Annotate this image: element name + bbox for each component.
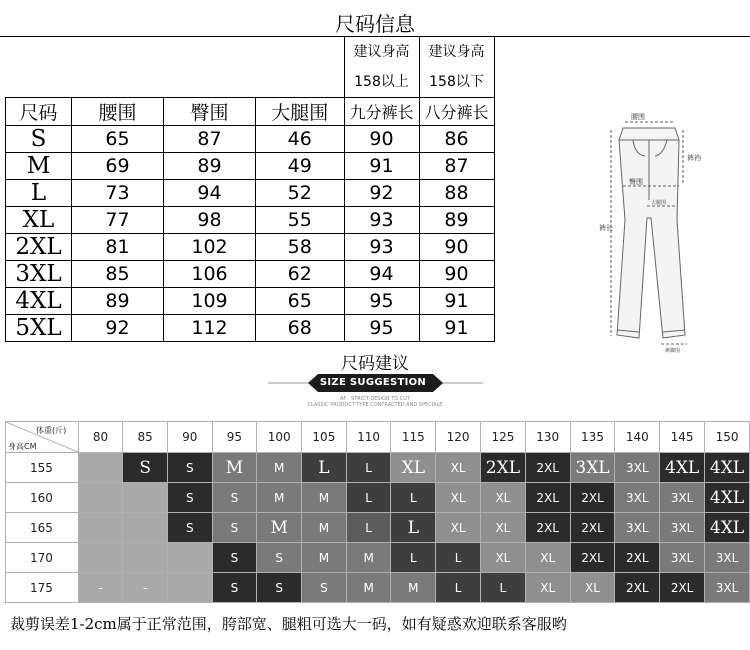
weight-header: 135: [570, 422, 615, 453]
measurement-cell: 46: [256, 126, 345, 153]
grid-corner: [6, 422, 79, 453]
size-suggestion-cell: S: [212, 513, 257, 543]
measurement-cell: 87: [419, 153, 494, 180]
size-suggestion-cell: 2XL: [660, 573, 705, 603]
height-row: [6, 543, 750, 573]
weight-header-row: [6, 422, 750, 453]
measurement-cell: 92: [344, 180, 419, 207]
weight-header: 110: [346, 422, 391, 453]
size-suggestion-cell: -: [123, 573, 168, 603]
label-hem: 裤脚围: [665, 348, 681, 354]
size-suggestion-cell: S: [212, 543, 257, 573]
size-suggestion-cell: 4XL: [705, 483, 750, 513]
footnote: 裁剪误差1-2cm属于正常范围，胯部宽、腿粗可选大一码，如有疑惑欢迎联系客服哟: [10, 615, 567, 633]
size-suggestion-cell: L: [391, 543, 436, 573]
weight-header: 95: [212, 422, 257, 453]
measurement-cell: 68: [256, 315, 345, 342]
size-suggestion-cell: S: [167, 453, 212, 483]
size-suggestion-cell: 3XL: [660, 543, 705, 573]
size-suggestion-cell: 3XL: [705, 543, 750, 573]
size-suggestion-cell: M: [346, 573, 391, 603]
size-suggestion-cell: M: [257, 483, 302, 513]
size-suggestion-cell: XL: [480, 513, 525, 543]
measurement-cell: 90: [344, 126, 419, 153]
height-header-tall: 建议身高: [344, 37, 419, 68]
label-hip: 臀围: [629, 178, 643, 186]
size-suggestion-cell: L: [391, 483, 436, 513]
measurement-cell: 94: [344, 261, 419, 288]
size-label: 3XL: [6, 261, 72, 288]
size-suggestion-cell: M: [257, 513, 302, 543]
col-header-waist: 腰围: [72, 98, 164, 126]
banner-subtitle: AF · STRICT DESIGN TO CUT CLASSIC PRODUCT TYPE CONTRACTED AND SPECIALE: [307, 396, 443, 408]
size-suggestion-cell: 3XL: [660, 513, 705, 543]
size-suggestion-cell: XL: [525, 573, 570, 603]
size-suggestion-cell: M: [212, 453, 257, 483]
size-suggestion-cell: 3XL: [570, 453, 615, 483]
measurement-cell: 89: [164, 153, 256, 180]
height-row: [6, 453, 750, 483]
height-header-row-1: [6, 37, 725, 68]
size-suggestion-cell: 3XL: [660, 483, 705, 513]
measurement-cell: 85: [72, 261, 164, 288]
pants-diagram: [575, 100, 745, 355]
measurement-cell: 81: [72, 234, 164, 261]
size-suggestion-cell: S: [302, 573, 347, 603]
size-suggestion-cell: M: [257, 453, 302, 483]
corner-weight-label: 体重(斤): [36, 426, 67, 435]
suggestion-title: 尺码建议: [341, 354, 409, 374]
size-suggestion-cell: 2XL: [480, 453, 525, 483]
label-waist: 腰围: [631, 113, 645, 121]
size-suggestion-cell: L: [391, 513, 436, 543]
label-length: 裤长: [599, 224, 613, 232]
measurement-cell: 90: [419, 234, 494, 261]
weight-header: 150: [705, 422, 750, 453]
size-suggestion-cell: M: [302, 483, 347, 513]
measurement-cell: 94: [164, 180, 256, 207]
size-suggestion-cell: 2XL: [570, 513, 615, 543]
size-label: 2XL: [6, 234, 72, 261]
size-suggestion-cell: 2XL: [615, 573, 660, 603]
size-suggestion-cell: [78, 483, 123, 513]
size-suggestion-cell: [78, 513, 123, 543]
size-suggestion-cell: XL: [436, 513, 481, 543]
size-suggestion-cell: [123, 483, 168, 513]
measurement-cell: 55: [256, 207, 345, 234]
size-suggestion-cell: M: [346, 543, 391, 573]
measurement-cell: 89: [72, 288, 164, 315]
size-suggestion-cell: XL: [436, 483, 481, 513]
size-suggestion-cell: [78, 453, 123, 483]
measurement-cell: 106: [164, 261, 256, 288]
weight-header: 105: [302, 422, 347, 453]
measurement-cell: 93: [344, 207, 419, 234]
measurement-cell: 77: [72, 207, 164, 234]
size-suggestion-cell: L: [436, 573, 481, 603]
size-label: M: [6, 153, 72, 180]
measurement-cell: 91: [344, 153, 419, 180]
measurement-cell: 73: [72, 180, 164, 207]
size-suggestion-grid: [5, 421, 750, 603]
height-label: 155: [6, 453, 79, 483]
size-suggestion-cell: 3XL: [615, 483, 660, 513]
size-suggestion-cell: S: [123, 453, 168, 483]
size-suggestion-cell: XL: [436, 453, 481, 483]
weight-header: 100: [257, 422, 302, 453]
measurement-cell: 49: [256, 153, 345, 180]
measurement-cell: 91: [419, 288, 494, 315]
size-label: S: [6, 126, 72, 153]
size-suggestion-cell: [167, 543, 212, 573]
size-suggestion-cell: S: [212, 483, 257, 513]
size-suggestion-cell: L: [346, 453, 391, 483]
measurement-cell: 58: [256, 234, 345, 261]
measurement-cell: 62: [256, 261, 345, 288]
height-label: 160: [6, 483, 79, 513]
height-label: 175: [6, 573, 79, 603]
height-row: [6, 483, 750, 513]
label-rise: 裤裆: [687, 154, 701, 162]
size-suggestion-cell: 3XL: [615, 453, 660, 483]
size-suggestion-cell: S: [212, 573, 257, 603]
measurement-cell: 69: [72, 153, 164, 180]
size-suggestion-cell: L: [346, 483, 391, 513]
size-suggestion-cell: [123, 513, 168, 543]
measurement-cell: 102: [164, 234, 256, 261]
measurement-cell: 98: [164, 207, 256, 234]
measurement-cell: 86: [419, 126, 494, 153]
measurement-cell: 109: [164, 288, 256, 315]
size-suggestion-cell: 2XL: [525, 453, 570, 483]
label-thigh: 大腿围: [651, 200, 667, 206]
col-header-ninth-length: 九分裤长: [344, 98, 419, 126]
size-suggestion-cell: 2XL: [525, 513, 570, 543]
size-suggestion-cell: 2XL: [615, 543, 660, 573]
weight-header: 125: [480, 422, 525, 453]
size-suggestion-cell: XL: [480, 483, 525, 513]
size-suggestion-cell: XL: [570, 573, 615, 603]
weight-header: 115: [391, 422, 436, 453]
measurement-cell: 91: [419, 315, 494, 342]
weight-header: 140: [615, 422, 660, 453]
size-suggestion-cell: 3XL: [705, 573, 750, 603]
height-header-short: 建议身高: [419, 37, 494, 68]
height-label: 170: [6, 543, 79, 573]
measurement-cell: 88: [419, 180, 494, 207]
size-suggestion-cell: 2XL: [525, 483, 570, 513]
weight-header: 130: [525, 422, 570, 453]
col-header-eighth-length: 八分裤长: [419, 98, 494, 126]
size-suggestion-cell: S: [257, 573, 302, 603]
size-suggestion-cell: 2XL: [570, 543, 615, 573]
col-header-hip: 臀围: [164, 98, 256, 126]
col-header-size: 尺码: [6, 98, 72, 126]
weight-header: 85: [123, 422, 168, 453]
height-header-tall-range: 158以上: [344, 67, 419, 98]
size-suggestion-cell: S: [167, 483, 212, 513]
size-suggestion-cell: -: [78, 573, 123, 603]
measurement-cell: 92: [72, 315, 164, 342]
weight-header: 90: [167, 422, 212, 453]
measurement-cell: 95: [344, 315, 419, 342]
measurement-cell: 65: [256, 288, 345, 315]
height-header-row-2: [6, 67, 725, 98]
size-suggestion-cell: M: [391, 573, 436, 603]
size-label: 4XL: [6, 288, 72, 315]
weight-header: 120: [436, 422, 481, 453]
height-label: 165: [6, 513, 79, 543]
size-suggestion-cell: [167, 573, 212, 603]
measurement-cell: 52: [256, 180, 345, 207]
size-label: L: [6, 180, 72, 207]
measurement-cell: 95: [344, 288, 419, 315]
size-suggestion-cell: XL: [525, 543, 570, 573]
size-suggestion-cell: XL: [391, 453, 436, 483]
measurement-cell: 87: [164, 126, 256, 153]
measurement-cell: 93: [344, 234, 419, 261]
banner-label: SIZE SUGGESTION: [318, 374, 428, 392]
size-suggestion-cell: M: [302, 543, 347, 573]
size-suggestion-cell: S: [167, 513, 212, 543]
size-suggestion-cell: L: [346, 513, 391, 543]
size-suggestion-cell: 3XL: [615, 513, 660, 543]
corner-height-label: 身高CM: [8, 442, 37, 451]
size-suggestion-cell: [123, 543, 168, 573]
size-suggestion-cell: L: [480, 573, 525, 603]
size-suggestion-cell: XL: [480, 543, 525, 573]
measurement-cell: 89: [419, 207, 494, 234]
height-header-short-range: 158以下: [419, 67, 494, 98]
size-suggestion-cell: M: [302, 513, 347, 543]
size-suggestion-cell: 4XL: [660, 453, 705, 483]
size-label: 5XL: [6, 315, 72, 342]
col-header-thigh: 大腿围: [256, 98, 345, 126]
height-row: [6, 513, 750, 543]
weight-header: 80: [78, 422, 123, 453]
size-suggestion-cell: 4XL: [705, 513, 750, 543]
size-suggestion-cell: L: [436, 543, 481, 573]
size-info-title: 尺码信息: [335, 12, 415, 36]
size-suggestion-cell: L: [302, 453, 347, 483]
size-suggestion-cell: 4XL: [705, 453, 750, 483]
size-suggestion-cell: 2XL: [570, 483, 615, 513]
size-label: XL: [6, 207, 72, 234]
height-row: [6, 573, 750, 603]
corner-divider: [6, 422, 78, 452]
size-suggestion-cell: S: [257, 543, 302, 573]
measurement-cell: 90: [419, 261, 494, 288]
weight-header: 145: [660, 422, 705, 453]
measurement-cell: 112: [164, 315, 256, 342]
measurement-cell: 65: [72, 126, 164, 153]
size-suggestion-cell: [78, 543, 123, 573]
